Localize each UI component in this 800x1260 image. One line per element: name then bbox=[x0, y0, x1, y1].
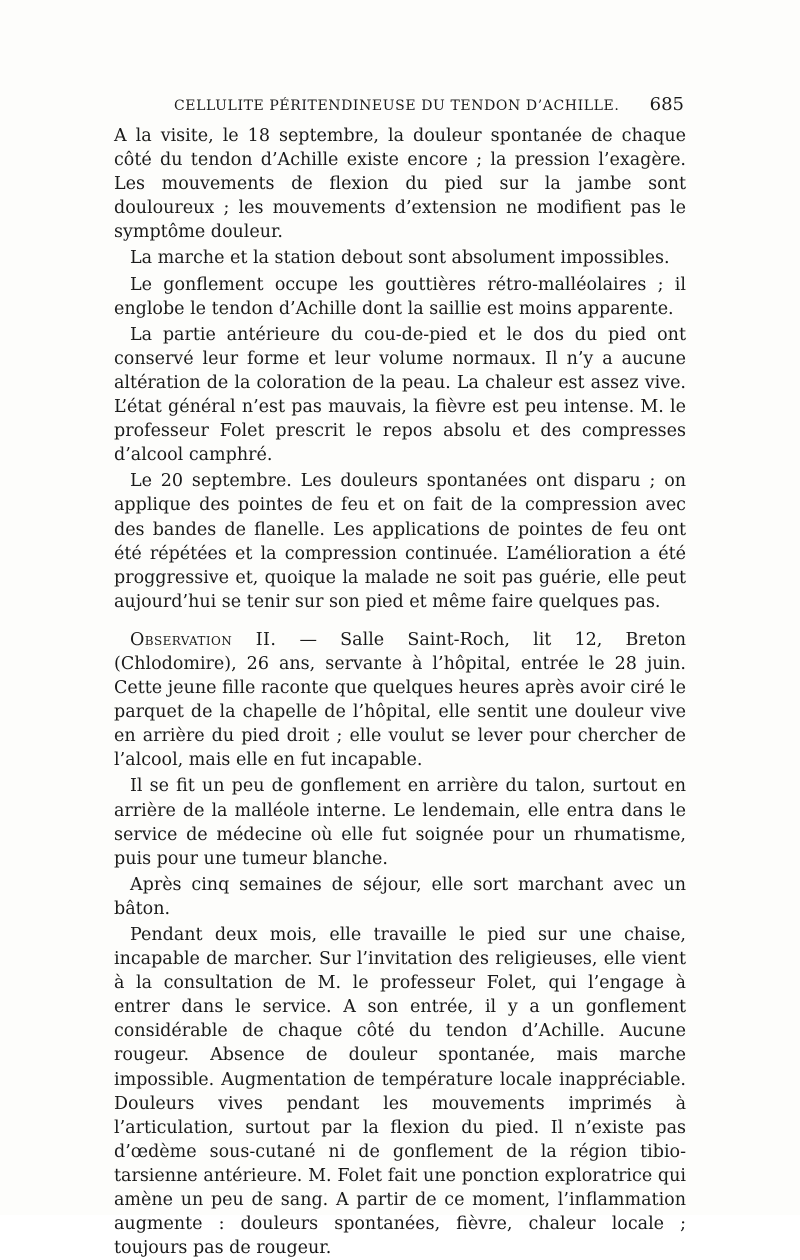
page-number: 685 bbox=[649, 94, 684, 115]
observation-paragraph bbox=[114, 628, 686, 773]
running-title: CELLULITE PÉRITENDINEUSE DU TENDON D’ACHILLE. bbox=[174, 98, 620, 114]
paragraph-treatment: Le 20 septembre. Les douleurs spontanées ont disparu ; on applique des pointes de feu et on fait de la compression avec des bandes de flanelle. Les applications de pointes de feu ont été répétées et la compression continuée. L’amélioration a été proggressive et, quoique la malade ne soit pas guérie, elle peut aujourd’hui se tenir sur son pied et même faire quelques pas. bbox=[114, 471, 686, 612]
observation-text: — Salle Saint-Roch, lit 12, Breton (Chlodomire), 26 ans, servante à l’hôpital, entrée le 28 juin. Cette jeune fille raconte que quelques heures après avoir ciré le parquet de la chapelle de l’hôpital, elle sentit une douleur vive en arrière du pied droit ; elle voulut se lever pour chercher de l’alcool, mais elle en fut incapable. bbox=[114, 629, 686, 771]
paragraph-swelling: Le gonflement occupe les gouttières rétro-malléolaires ; il englobe le tendon d’Achille dont la saillie est moins apparente. bbox=[114, 274, 686, 319]
observation-label: Observation II. bbox=[130, 629, 277, 650]
paragraph-admission: Pendant deux mois, elle travaille le pied sur une chaise, incapable de marcher. Sur l’invitation des religieuses, elle vient à la consultation de M. le professeur Folet, qui l’engage à entrer dans le service. A son entrée, il y a un gonflement considérable de chaque côté du tendon d’Achille. Aucune rougeur. Absence de douleur spontanée, mais marche impossible. Augmentation de température locale inappréciable. Douleurs vives pendant les mouvements imprimés à l’articulation, surtout par la flexion du pied. Il n’existe pas d’œdème sous-cutané ni de gonflement de la région tibio-tarsienne antérieure. M. Folet fait une ponction exploratrice qui amène un peu de sang. A partir de ce moment, l’inflammation augmente : douleurs spontanées, fièvre, chaleur locale ; toujours pas de rougeur. bbox=[114, 925, 686, 1259]
paragraph-heel-swelling: Il se fit un peu de gonflement en arrière du talon, surtout en arrière de la malléole interne. Le lendemain, elle entra dans le service de médecine où elle fut soignée pour un rhumatisme, puis pour une tumeur blanche. bbox=[114, 776, 686, 869]
paragraph-visit: A la visite, le 18 septembre, la douleur spontanée de chaque côté du tendon d’Achille existe encore ; la pression l’exagère. Les mouvements de flexion du pied sur la jambe sont douloureux ; les mouvements d’extension ne modifient pas le symptôme douleur. bbox=[114, 126, 686, 243]
paragraph-foot-state: La partie antérieure du cou-de-pied et le dos du pied ont conservé leur forme et leur volume normaux. Il n’y a aucune altération de la coloration de la peau. La chaleur est assez vive. L’état général n’est pas mauvais, la fièvre est peu intense. M. le professeur Folet prescrit le repos absolu et des compresses d’alcool camphré. bbox=[114, 324, 686, 466]
running-head bbox=[114, 96, 684, 122]
paragraph-discharge: Après cinq semaines de séjour, elle sort marchant avec un bâton. bbox=[114, 874, 686, 919]
paragraph-walking: La marche et la station debout sont absolument impossibles. bbox=[130, 248, 670, 269]
body-text bbox=[114, 124, 686, 1260]
